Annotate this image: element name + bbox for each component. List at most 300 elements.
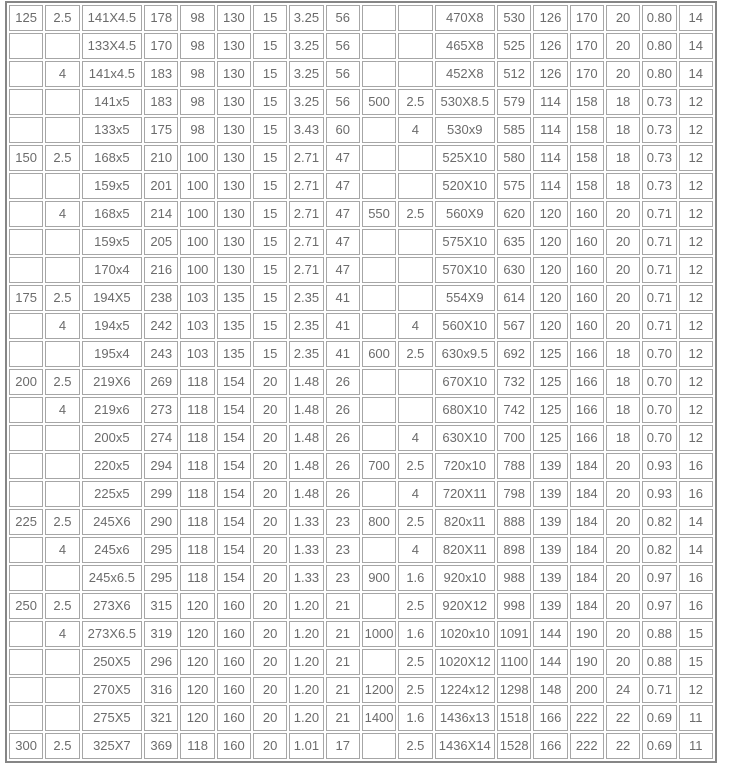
table-cell: 1436x13: [435, 705, 496, 731]
table-cell: 98: [180, 117, 214, 143]
table-cell: 130: [217, 5, 251, 31]
table-cell: 530X8.5: [435, 89, 496, 115]
table-cell: 1436X14: [435, 733, 496, 759]
table-cell: 274: [144, 425, 178, 451]
table-cell: 614: [497, 285, 531, 311]
table-cell: 820X11: [435, 537, 496, 563]
table-cell: [362, 397, 396, 423]
spec-table: [5, 1, 717, 763]
table-cell: [9, 313, 43, 339]
table-cell: 170x4: [82, 257, 143, 283]
table-cell: [362, 173, 396, 199]
table-cell: 1020x10: [435, 621, 496, 647]
table-cell: 18: [606, 117, 640, 143]
table-cell: 530x9: [435, 117, 496, 143]
table-cell: 168x5: [82, 145, 143, 171]
table-cell: 2.5: [398, 509, 432, 535]
table-cell: [398, 397, 432, 423]
table-cell: 554X9: [435, 285, 496, 311]
table-cell: 118: [180, 425, 214, 451]
table-cell: 118: [180, 565, 214, 591]
table-cell: 580: [497, 145, 531, 171]
table-cell: 316: [144, 677, 178, 703]
table-cell: 56: [326, 89, 360, 115]
table-cell: 60: [326, 117, 360, 143]
table-cell: 2.71: [289, 257, 323, 283]
table-cell: 15: [253, 257, 287, 283]
table-cell: 168x5: [82, 201, 143, 227]
table-cell: 1.20: [289, 621, 323, 647]
table-cell: 1224x12: [435, 677, 496, 703]
table-cell: [45, 229, 79, 255]
table-cell: 269: [144, 369, 178, 395]
table-row: [9, 117, 713, 143]
table-cell: [362, 257, 396, 283]
table-row: [9, 229, 713, 255]
table-row: [9, 509, 713, 535]
table-cell: 0.93: [642, 481, 676, 507]
table-cell: 18: [606, 397, 640, 423]
table-cell: [9, 61, 43, 87]
table-cell: [45, 425, 79, 451]
table-cell: 194x5: [82, 313, 143, 339]
table-cell: 16: [679, 481, 713, 507]
table-cell: 135: [217, 285, 251, 311]
table-cell: 20: [606, 621, 640, 647]
table-cell: [45, 33, 79, 59]
table-cell: 630x9.5: [435, 341, 496, 367]
table-cell: 15: [253, 5, 287, 31]
table-cell: 20: [606, 593, 640, 619]
table-cell: 47: [326, 145, 360, 171]
table-cell: 299: [144, 481, 178, 507]
table-cell: 800: [362, 509, 396, 535]
table-cell: [9, 621, 43, 647]
table-cell: 24: [606, 677, 640, 703]
table-cell: 130: [217, 89, 251, 115]
table-cell: 12: [679, 341, 713, 367]
table-cell: 135: [217, 313, 251, 339]
table-cell: 2.5: [45, 733, 79, 759]
table-cell: 154: [217, 481, 251, 507]
table-cell: 15: [679, 649, 713, 675]
table-cell: 2.5: [45, 145, 79, 171]
table-cell: 154: [217, 369, 251, 395]
table-cell: 118: [180, 733, 214, 759]
table-cell: 103: [180, 285, 214, 311]
table-cell: [398, 61, 432, 87]
table-cell: [9, 565, 43, 591]
table-cell: 579: [497, 89, 531, 115]
table-cell: [362, 61, 396, 87]
table-cell: 3.25: [289, 61, 323, 87]
table-row: [9, 5, 713, 31]
table-cell: 15: [253, 145, 287, 171]
table-cell: 898: [497, 537, 531, 563]
table-cell: 159x5: [82, 173, 143, 199]
table-cell: 18: [606, 425, 640, 451]
table-cell: 154: [217, 565, 251, 591]
table-cell: 98: [180, 5, 214, 31]
table-cell: 12: [679, 257, 713, 283]
table-cell: 178: [144, 5, 178, 31]
table-cell: 520X10: [435, 173, 496, 199]
table-cell: 20: [253, 733, 287, 759]
table-cell: 242: [144, 313, 178, 339]
table-row: [9, 201, 713, 227]
table-cell: 26: [326, 453, 360, 479]
table-cell: 2.5: [398, 593, 432, 619]
table-cell: 139: [533, 453, 567, 479]
table-cell: 21: [326, 593, 360, 619]
table-cell: [398, 173, 432, 199]
table-cell: 273: [144, 397, 178, 423]
table-cell: [362, 33, 396, 59]
table-cell: 4: [45, 537, 79, 563]
table-cell: 20: [606, 201, 640, 227]
table-cell: 0.71: [642, 257, 676, 283]
table-cell: 692: [497, 341, 531, 367]
table-cell: 3.25: [289, 33, 323, 59]
table-cell: 720X11: [435, 481, 496, 507]
table-cell: [45, 257, 79, 283]
table-cell: 12: [679, 397, 713, 423]
table-cell: 680X10: [435, 397, 496, 423]
table-cell: 15: [253, 229, 287, 255]
table-cell: 47: [326, 201, 360, 227]
table-cell: 47: [326, 257, 360, 283]
table-cell: 118: [180, 509, 214, 535]
table-cell: [9, 397, 43, 423]
table-cell: 300: [9, 733, 43, 759]
table-cell: 1518: [497, 705, 531, 731]
table-cell: [9, 201, 43, 227]
table-cell: 294: [144, 453, 178, 479]
table-cell: 23: [326, 565, 360, 591]
table-cell: 0.93: [642, 453, 676, 479]
spec-table-body: [9, 5, 713, 759]
table-cell: [362, 285, 396, 311]
table-cell: 2.5: [45, 5, 79, 31]
table-cell: 1.6: [398, 565, 432, 591]
table-cell: 16: [679, 565, 713, 591]
table-cell: 15: [253, 201, 287, 227]
table-cell: 20: [253, 621, 287, 647]
table-cell: 15: [253, 285, 287, 311]
table-cell: 12: [679, 369, 713, 395]
table-cell: 0.71: [642, 677, 676, 703]
table-cell: [9, 173, 43, 199]
table-cell: 4: [398, 117, 432, 143]
table-cell: [45, 89, 79, 115]
table-cell: [45, 677, 79, 703]
table-cell: 15: [253, 117, 287, 143]
table-cell: 245X6: [82, 509, 143, 535]
table-cell: 41: [326, 313, 360, 339]
table-cell: 4: [45, 397, 79, 423]
table-cell: 15: [253, 173, 287, 199]
table-cell: 12: [679, 677, 713, 703]
table-cell: 2.5: [398, 649, 432, 675]
table-cell: 47: [326, 229, 360, 255]
table-cell: 118: [180, 481, 214, 507]
table-cell: 1.48: [289, 397, 323, 423]
table-cell: [398, 285, 432, 311]
table-cell: 1020X12: [435, 649, 496, 675]
table-cell: 2.5: [398, 201, 432, 227]
table-cell: 125: [533, 425, 567, 451]
table-cell: 620: [497, 201, 531, 227]
table-cell: 20: [253, 565, 287, 591]
table-cell: 184: [570, 481, 604, 507]
table-cell: 12: [679, 425, 713, 451]
table-cell: 144: [533, 621, 567, 647]
table-cell: 2.71: [289, 229, 323, 255]
table-row: [9, 593, 713, 619]
table-row: [9, 733, 713, 759]
table-cell: 0.88: [642, 621, 676, 647]
table-cell: 120: [180, 593, 214, 619]
table-row: [9, 677, 713, 703]
table-cell: 20: [253, 593, 287, 619]
table-cell: 21: [326, 705, 360, 731]
table-cell: 0.80: [642, 5, 676, 31]
table-cell: 4: [398, 481, 432, 507]
table-cell: 369: [144, 733, 178, 759]
table-cell: [362, 145, 396, 171]
table-cell: 12: [679, 313, 713, 339]
table-cell: 154: [217, 397, 251, 423]
table-cell: 160: [570, 285, 604, 311]
table-cell: 0.82: [642, 509, 676, 535]
table-cell: 200x5: [82, 425, 143, 451]
table-cell: 130: [217, 257, 251, 283]
table-cell: 250X5: [82, 649, 143, 675]
table-cell: [362, 117, 396, 143]
table-cell: 20: [253, 453, 287, 479]
table-cell: 290: [144, 509, 178, 535]
table-cell: 20: [606, 33, 640, 59]
table-cell: 4: [45, 61, 79, 87]
table-cell: 1.6: [398, 705, 432, 731]
table-cell: 2.5: [45, 285, 79, 311]
table-cell: [45, 705, 79, 731]
table-cell: 243: [144, 341, 178, 367]
table-cell: 150: [9, 145, 43, 171]
table-cell: 100: [180, 145, 214, 171]
table-cell: 465X8: [435, 33, 496, 59]
table-cell: 47: [326, 173, 360, 199]
table-cell: 788: [497, 453, 531, 479]
table-cell: [9, 33, 43, 59]
table-cell: [9, 257, 43, 283]
table-cell: 20: [606, 565, 640, 591]
table-cell: 126: [533, 5, 567, 31]
table-cell: 175: [144, 117, 178, 143]
table-cell: [9, 341, 43, 367]
table-cell: 0.73: [642, 89, 676, 115]
table-cell: 126: [533, 33, 567, 59]
table-cell: 920x10: [435, 565, 496, 591]
table-cell: 250: [9, 593, 43, 619]
table-cell: 2.35: [289, 313, 323, 339]
table-cell: 214: [144, 201, 178, 227]
table-cell: 26: [326, 397, 360, 423]
table-cell: [362, 313, 396, 339]
table-row: [9, 453, 713, 479]
table-cell: 103: [180, 341, 214, 367]
table-cell: 225x5: [82, 481, 143, 507]
table-cell: 160: [570, 257, 604, 283]
table-cell: 190: [570, 621, 604, 647]
table-cell: 0.73: [642, 117, 676, 143]
table-cell: 20: [253, 425, 287, 451]
table-cell: 525X10: [435, 145, 496, 171]
table-cell: 222: [570, 733, 604, 759]
table-cell: 139: [533, 481, 567, 507]
table-cell: 820x11: [435, 509, 496, 535]
table-cell: 183: [144, 89, 178, 115]
table-cell: 11: [679, 733, 713, 759]
table-cell: 20: [606, 649, 640, 675]
table-cell: 1.48: [289, 369, 323, 395]
table-cell: [362, 733, 396, 759]
table-cell: 1.33: [289, 565, 323, 591]
table-cell: 295: [144, 565, 178, 591]
table-cell: 575X10: [435, 229, 496, 255]
table-cell: 3.43: [289, 117, 323, 143]
table-cell: 550: [362, 201, 396, 227]
table-cell: 570X10: [435, 257, 496, 283]
table-row: [9, 397, 713, 423]
table-cell: 21: [326, 677, 360, 703]
table-row: [9, 481, 713, 507]
table-row: [9, 621, 713, 647]
table-row: [9, 145, 713, 171]
table-cell: 166: [570, 369, 604, 395]
table-cell: 452X8: [435, 61, 496, 87]
table-cell: 1.20: [289, 677, 323, 703]
table-cell: 16: [679, 453, 713, 479]
table-cell: 17: [326, 733, 360, 759]
table-row: [9, 649, 713, 675]
table-cell: 184: [570, 537, 604, 563]
table-cell: 2.35: [289, 341, 323, 367]
table-cell: 139: [533, 509, 567, 535]
table-cell: 158: [570, 173, 604, 199]
table-cell: 56: [326, 33, 360, 59]
table-cell: 20: [253, 677, 287, 703]
table-cell: 0.97: [642, 593, 676, 619]
table-cell: 2.5: [398, 89, 432, 115]
table-cell: 319: [144, 621, 178, 647]
table-cell: 135: [217, 341, 251, 367]
table-cell: 2.5: [398, 677, 432, 703]
table-cell: 2.71: [289, 173, 323, 199]
table-cell: 20: [606, 509, 640, 535]
table-cell: 2.5: [398, 733, 432, 759]
table-cell: 15: [679, 621, 713, 647]
table-cell: 1.01: [289, 733, 323, 759]
table-cell: 2.5: [398, 453, 432, 479]
table-cell: 184: [570, 565, 604, 591]
table-cell: 219X6: [82, 369, 143, 395]
table-cell: [9, 537, 43, 563]
table-cell: [45, 341, 79, 367]
table-cell: 133x5: [82, 117, 143, 143]
table-cell: 219x6: [82, 397, 143, 423]
table-cell: 190: [570, 649, 604, 675]
table-cell: 238: [144, 285, 178, 311]
table-cell: [362, 593, 396, 619]
table-cell: 0.80: [642, 61, 676, 87]
table-cell: [362, 369, 396, 395]
table-cell: 0.71: [642, 229, 676, 255]
table-cell: 14: [679, 5, 713, 31]
table-cell: 26: [326, 425, 360, 451]
table-cell: [362, 481, 396, 507]
table-cell: [9, 677, 43, 703]
table-cell: 120: [180, 621, 214, 647]
table-row: [9, 285, 713, 311]
table-cell: 270X5: [82, 677, 143, 703]
table-cell: 160: [570, 313, 604, 339]
table-cell: 20: [606, 537, 640, 563]
table-cell: 0.97: [642, 565, 676, 591]
table-cell: [9, 705, 43, 731]
table-cell: [45, 117, 79, 143]
table-cell: 120: [533, 285, 567, 311]
table-cell: 159x5: [82, 229, 143, 255]
table-cell: 12: [679, 117, 713, 143]
table-cell: 798: [497, 481, 531, 507]
table-cell: 0.69: [642, 733, 676, 759]
table-cell: 1.20: [289, 705, 323, 731]
table-cell: 22: [606, 733, 640, 759]
table-cell: 630X10: [435, 425, 496, 451]
table-cell: 160: [217, 733, 251, 759]
table-cell: 139: [533, 537, 567, 563]
table-cell: 141x4.5: [82, 61, 143, 87]
table-cell: 118: [180, 369, 214, 395]
table-cell: 20: [606, 453, 640, 479]
table-cell: 3.25: [289, 5, 323, 31]
table-cell: 2.71: [289, 201, 323, 227]
table-cell: 160: [217, 593, 251, 619]
table-cell: 118: [180, 453, 214, 479]
table-cell: 160: [217, 677, 251, 703]
table-cell: 41: [326, 341, 360, 367]
table-cell: 1.20: [289, 593, 323, 619]
table-cell: 325X7: [82, 733, 143, 759]
table-cell: 567: [497, 313, 531, 339]
table-cell: 470X8: [435, 5, 496, 31]
table-row: [9, 257, 713, 283]
table-cell: 245x6.5: [82, 565, 143, 591]
table-row: [9, 425, 713, 451]
table-cell: 130: [217, 173, 251, 199]
table-cell: 139: [533, 593, 567, 619]
table-cell: 130: [217, 145, 251, 171]
table-cell: 245x6: [82, 537, 143, 563]
table-cell: 125: [533, 341, 567, 367]
table-cell: 166: [570, 425, 604, 451]
table-row: [9, 173, 713, 199]
table-cell: 0.71: [642, 285, 676, 311]
table-cell: 100: [180, 257, 214, 283]
table-cell: [398, 145, 432, 171]
table-cell: 4: [398, 313, 432, 339]
